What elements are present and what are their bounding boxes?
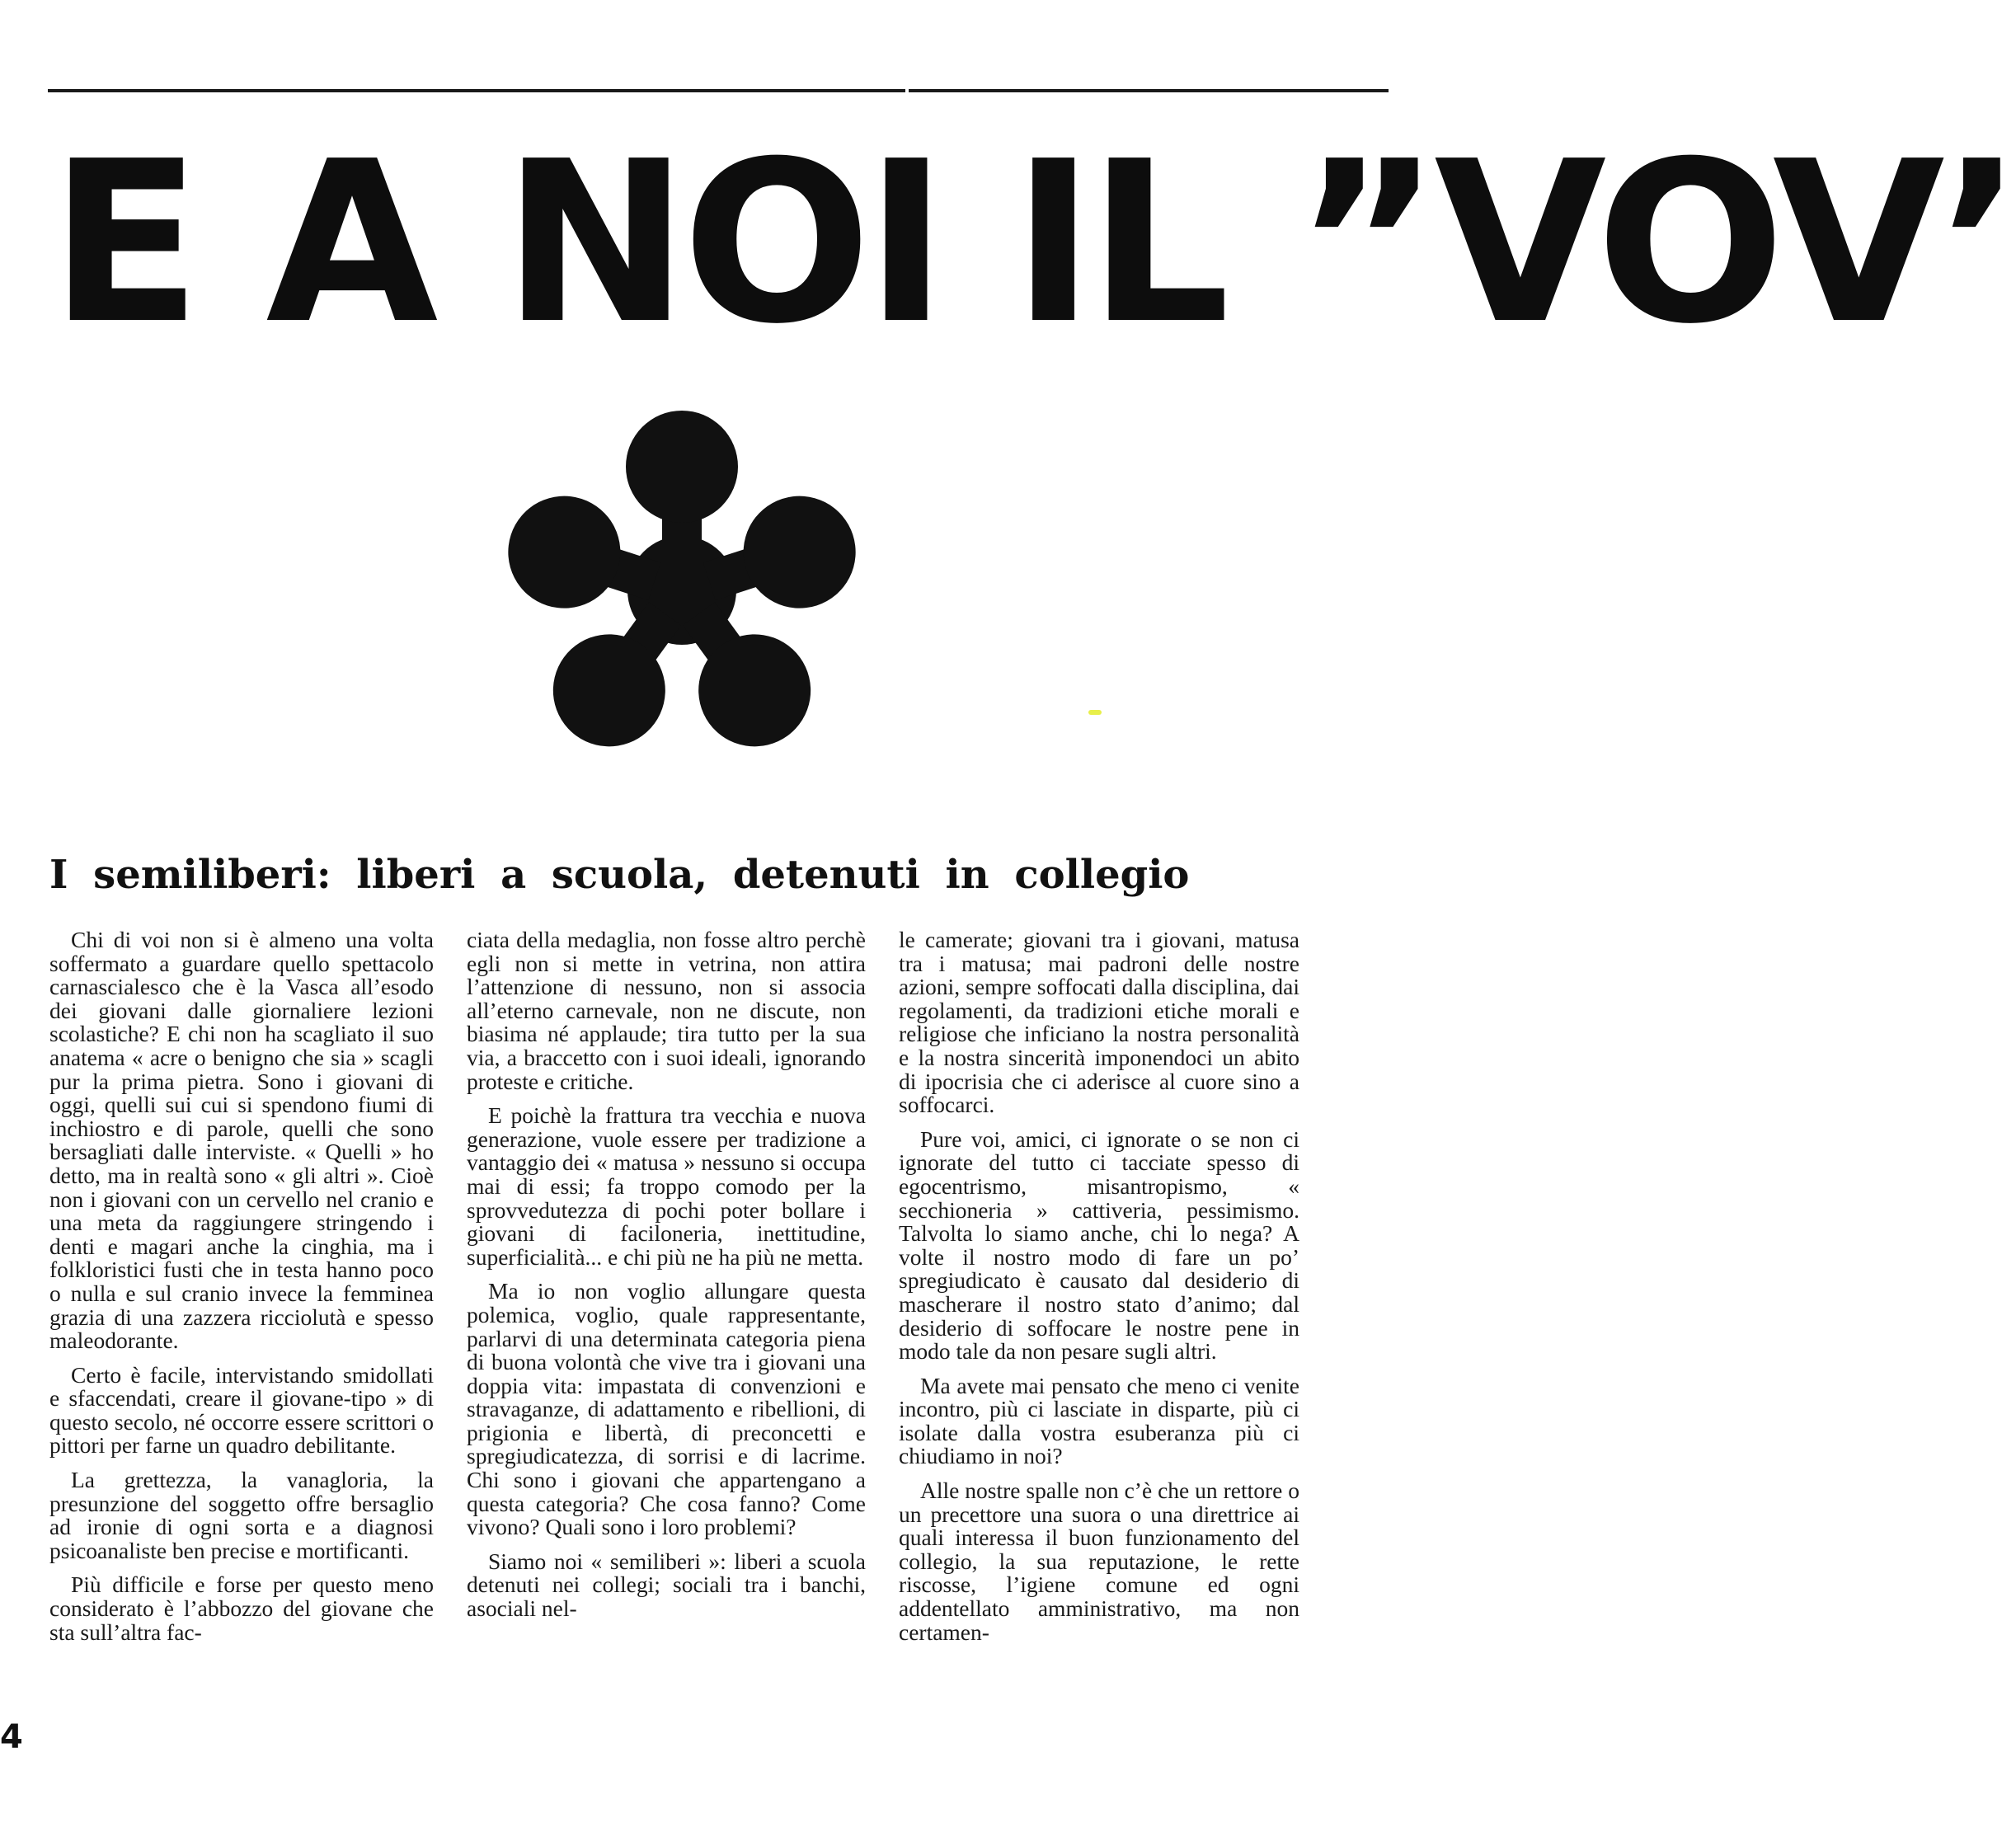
paragraph: Pure voi, amici, ci ignorate o se non ci ignorate del tutto ci tacciate spesso di egocentrismo, misantropismo, « secchioneria » cattiveria, pessimismo. Talvolta lo siamo anche, chi lo nega? A volte il nostro modo di fare un po’ spregiudicato è causato dal desiderio di mascherare il nostro stato d’animo; dal desiderio di soffocare le nostre pene in modo tale da non pesare sugli altri. <box>899 1125 1299 1365</box>
paragraph: Siamo noi « semiliberi »: liberi a scuola detenuti nei collegi; sociali tra i banchi, asociali nel- <box>467 1548 866 1622</box>
paragraph: La grettezza, la vanagloria, la presunzione del soggetto offre bersaglio ad ironie di ogni sorta e a diagnosi psicoanaliste ben precise e mortificanti. <box>49 1467 434 1563</box>
paragraph: E poichè la frattura tra vecchia e nuova generazione, vuole essere per tradizione a vantaggio dei « matusa » nessuno si occupa mai di essi; fa troppo comodo per la sprovvedutezza di pochi poter bollare i giovani di faciloneria, inettitudine, superficialità... e chi più ne ha più ne metta. <box>467 1102 866 1270</box>
paragraph: Certo è facile, intervistando smidollati e sfaccendati, creare il giovane-tipo » di questo secolo, né occorre essere scrittori o pittori per farne un quadro debilitante. <box>49 1361 434 1459</box>
column-2 <box>467 928 866 1632</box>
paragraph: Ma io non voglio allungare questa polemica, voglio, quale rappresentante, parlarvi di una determinata categoria piena di buona volontà che vive tra i giovani una doppia vita: impastata di convenzioni e stravaganze, di adattamento e ribellioni, di prigionia e libertà, di preconcetti e spregiudicatezza, di sorrisi e di lacrime. Chi sono i giovani che appartengano a questa categoria? Che cosa fanno? Come vivono? Quali sono i loro problemi? <box>467 1278 866 1540</box>
paragraph: le camerate; giovani tra i giovani, matusa tra i matusa; mai padroni delle nostre azioni, sempre soffocati dalla disciplina, dai regolamenti, da tradizioni etiche morali e religiose che inficiano la nostra personalità e la nostra sincerità imponendoci un abito di ipocrisia che ci aderisce al cuore sino a soffocarci. <box>899 927 1299 1118</box>
paragraph: Alle nostre spalle non c’è che un rettore o un precettore una suora o una direttrice ai quali interessa il buon funzionamento del collegio, la sua reputazione, le rette riscosse, l’igiene comune ed ogni addentellato amministrativo, ma non certamen- <box>899 1478 1299 1645</box>
paragraph: Più difficile e forse per questo meno considerato è l’abbozzo del giovane che sta sull’altra fac- <box>49 1572 434 1645</box>
subtitle: I semiliberi: liberi a scuola, detenuti in collegio <box>49 852 1190 898</box>
top-rule-left <box>48 89 905 92</box>
page-number: 4 <box>0 1718 23 1756</box>
paragraph: ciata della medaglia, non fosse altro perchè egli non si mette in vetrina, non attira l’attenzione di nessuno, non si associa all’eterno carnevale, non ne discute, non biasima né applaude; tira tutto per la sua via, a braccetto con i suoi ideali, ignorando proteste e critiche. <box>467 927 866 1094</box>
column-1 <box>49 928 434 1655</box>
headline: E A NOI IL ”VOV’ <box>49 113 2016 373</box>
column-3 <box>899 928 1299 1655</box>
flower-logo <box>491 412 872 768</box>
top-rule-right <box>909 89 1389 92</box>
yellow-speck <box>1088 710 1102 715</box>
paragraph: Ma avete mai pensato che meno ci venite incontro, più ci lasciate in disparte, più ci isolate dalla vostra esuberanza più ci chiudiamo in noi? <box>899 1372 1299 1469</box>
paragraph: Chi di voi non si è almeno una volta soffermato a guardare quello spettacolo carnascialesco che è la Vasca all’esodo dei giovani dalle giornaliere lezioni scolastiche? E chi non ha scagliato il suo anatema « acre o benigno che sia » scagli pur la prima pietra. Sono i giovani di oggi, quelli sui cui si spendono fiumi di inchiostro e di parole, quelli che sono bersagliati dalle interviste. « Quelli » ho detto, ma in realtà sono « gli altri ». Cioè non i giovani con un cervello nel cranio e una meta da raggiungere stringendo i denti e magari anche la cinghia, ma i folkloristici fusti che in testa hanno poco o nulla e sul cranio invece la femminea grazia di una zazzera ricciolutà e spesso maleodorante. <box>49 927 434 1354</box>
